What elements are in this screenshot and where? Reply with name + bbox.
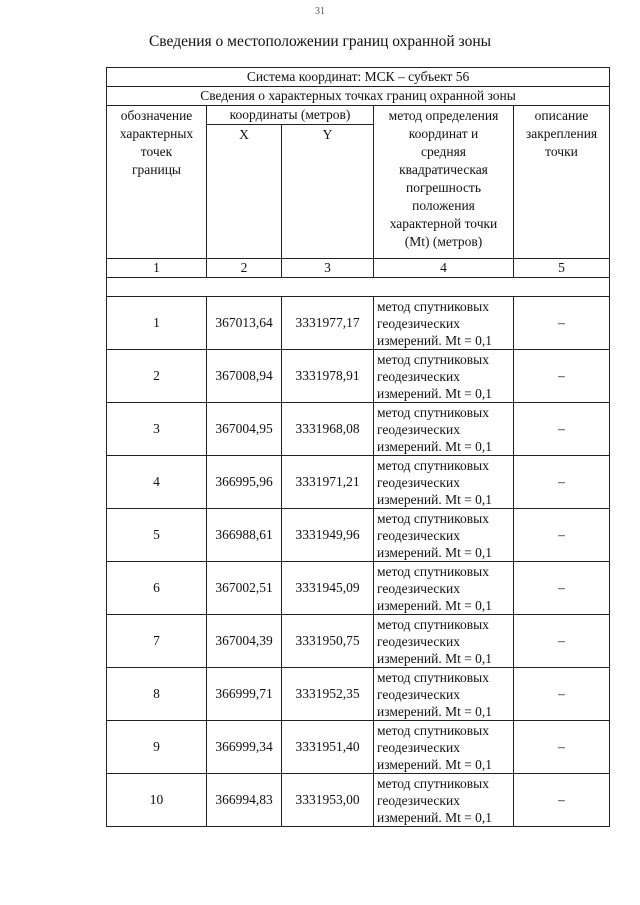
method-line: метод спутниковых: [377, 775, 489, 791]
document-title: Сведения о местоположении границ охранной зоны: [148, 33, 492, 50]
header-line: точки: [545, 144, 578, 159]
coordinates-table: [106, 67, 610, 827]
x-coordinate-cell: 366995,96: [207, 456, 282, 509]
header-line: средняя: [420, 144, 467, 159]
header-description: [514, 106, 610, 259]
header-line: закрепления: [525, 126, 598, 141]
column-number: 1: [107, 259, 207, 278]
method-line: геодезических: [377, 739, 460, 755]
method-cell: [374, 509, 514, 562]
method-line: измерений. Mt = 0,1: [377, 491, 493, 507]
header-line: границы: [131, 162, 182, 177]
header-x: X: [207, 125, 282, 259]
header-y: Y: [282, 125, 374, 259]
y-coordinate-cell: 3331978,91: [282, 350, 374, 403]
description-cell: –: [514, 456, 610, 509]
point-designation-cell: 2: [107, 350, 207, 403]
method-line: метод спутниковых: [377, 616, 489, 632]
header-line: координат и: [408, 126, 479, 141]
header-row: [107, 106, 610, 125]
column-number: 4: [374, 259, 514, 278]
method-line: метод спутниковых: [377, 722, 489, 738]
method-line: измерений. Mt = 0,1: [377, 438, 493, 454]
table-row: [107, 456, 610, 509]
description-cell: –: [514, 615, 610, 668]
table-row: [107, 615, 610, 668]
method-cell: [374, 350, 514, 403]
description-cell: –: [514, 509, 610, 562]
y-coordinate-cell: 3331952,35: [282, 668, 374, 721]
header-line: квадратическая: [399, 162, 488, 177]
method-line: метод спутниковых: [377, 563, 489, 579]
header-line: обозначение: [120, 108, 193, 123]
y-coordinate-cell: 3331945,09: [282, 562, 374, 615]
description-cell: –: [514, 668, 610, 721]
table-row: [107, 297, 610, 350]
header-line: описание: [534, 108, 589, 123]
header-line: положения: [412, 198, 475, 213]
method-line: метод спутниковых: [377, 510, 489, 526]
method-line: геодезических: [377, 421, 460, 437]
description-cell: –: [514, 297, 610, 350]
x-coordinate-cell: 366994,83: [207, 774, 282, 827]
x-coordinate-cell: 367002,51: [207, 562, 282, 615]
method-line: метод спутниковых: [377, 457, 489, 473]
method-line: измерений. Mt = 0,1: [377, 597, 493, 613]
x-coordinate-cell: 367008,94: [207, 350, 282, 403]
table-row: [107, 509, 610, 562]
method-cell: [374, 721, 514, 774]
method-cell: [374, 668, 514, 721]
header-line: метод определения: [388, 108, 499, 123]
header-line: характерных: [119, 126, 194, 141]
description-cell: –: [514, 774, 610, 827]
point-designation-cell: 7: [107, 615, 207, 668]
description-cell: –: [514, 721, 610, 774]
table-row: [107, 350, 610, 403]
description-cell: –: [514, 350, 610, 403]
table-row: [107, 774, 610, 827]
column-number: 2: [207, 259, 282, 278]
section-title-cell: Сведения о характерных точках границ охранной зоны: [107, 87, 610, 106]
x-coordinate-cell: 367013,64: [207, 297, 282, 350]
table-row: [107, 403, 610, 456]
column-number-row: [107, 259, 610, 278]
header-method: [374, 106, 514, 259]
point-designation-cell: 3: [107, 403, 207, 456]
method-cell: [374, 774, 514, 827]
spacer-cell: [107, 278, 610, 297]
coordinate-system-row: [107, 68, 610, 87]
header-line: (Mt) (метров): [404, 234, 483, 249]
method-line: метод спутниковых: [377, 298, 489, 314]
method-line: геодезических: [377, 686, 460, 702]
y-coordinate-cell: 3331949,96: [282, 509, 374, 562]
x-coordinate-cell: 366988,61: [207, 509, 282, 562]
method-line: измерений. Mt = 0,1: [377, 703, 493, 719]
header-line: характерной точки: [389, 216, 498, 231]
section-title-row: [107, 87, 610, 106]
method-line: метод спутниковых: [377, 351, 489, 367]
coordinate-system-cell: Система координат: МСК – субъект 56: [107, 68, 610, 87]
point-designation-cell: 9: [107, 721, 207, 774]
spacer-row: [107, 278, 610, 297]
table-row: [107, 721, 610, 774]
point-designation-cell: 6: [107, 562, 207, 615]
method-line: геодезических: [377, 368, 460, 384]
method-line: геодезических: [377, 527, 460, 543]
method-cell: [374, 562, 514, 615]
method-line: измерений. Mt = 0,1: [377, 809, 493, 825]
header-line: погрешность: [405, 180, 481, 195]
method-line: измерений. Mt = 0,1: [377, 756, 493, 772]
x-coordinate-cell: 366999,34: [207, 721, 282, 774]
x-coordinate-cell: 367004,95: [207, 403, 282, 456]
method-line: метод спутниковых: [377, 404, 489, 420]
header-point-designation: [107, 106, 207, 259]
page-number: 31: [315, 6, 325, 17]
method-line: измерений. Mt = 0,1: [377, 650, 493, 666]
method-line: геодезических: [377, 633, 460, 649]
x-coordinate-cell: 367004,39: [207, 615, 282, 668]
y-coordinate-cell: 3331977,17: [282, 297, 374, 350]
method-line: геодезических: [377, 792, 460, 808]
point-designation-cell: 4: [107, 456, 207, 509]
method-line: измерений. Mt = 0,1: [377, 332, 493, 348]
method-line: геодезических: [377, 580, 460, 596]
method-cell: [374, 297, 514, 350]
method-cell: [374, 456, 514, 509]
column-number: 3: [282, 259, 374, 278]
x-coordinate-cell: 366999,71: [207, 668, 282, 721]
description-cell: –: [514, 403, 610, 456]
method-line: геодезических: [377, 474, 460, 490]
method-cell: [374, 403, 514, 456]
y-coordinate-cell: 3331953,00: [282, 774, 374, 827]
description-cell: –: [514, 562, 610, 615]
method-line: геодезических: [377, 315, 460, 331]
point-designation-cell: 1: [107, 297, 207, 350]
y-coordinate-cell: 3331950,75: [282, 615, 374, 668]
point-designation-cell: 5: [107, 509, 207, 562]
method-cell: [374, 615, 514, 668]
column-number: 5: [514, 259, 610, 278]
y-coordinate-cell: 3331951,40: [282, 721, 374, 774]
method-line: измерений. Mt = 0,1: [377, 544, 493, 560]
y-coordinate-cell: 3331971,21: [282, 456, 374, 509]
table-body: [107, 68, 610, 827]
method-line: метод спутниковых: [377, 669, 489, 685]
method-line: измерений. Mt = 0,1: [377, 385, 493, 401]
y-coordinate-cell: 3331968,08: [282, 403, 374, 456]
header-coordinates: координаты (метров): [207, 106, 374, 125]
table-row: [107, 562, 610, 615]
point-designation-cell: 8: [107, 668, 207, 721]
table-row: [107, 668, 610, 721]
point-designation-cell: 10: [107, 774, 207, 827]
header-line: точек: [140, 144, 173, 159]
